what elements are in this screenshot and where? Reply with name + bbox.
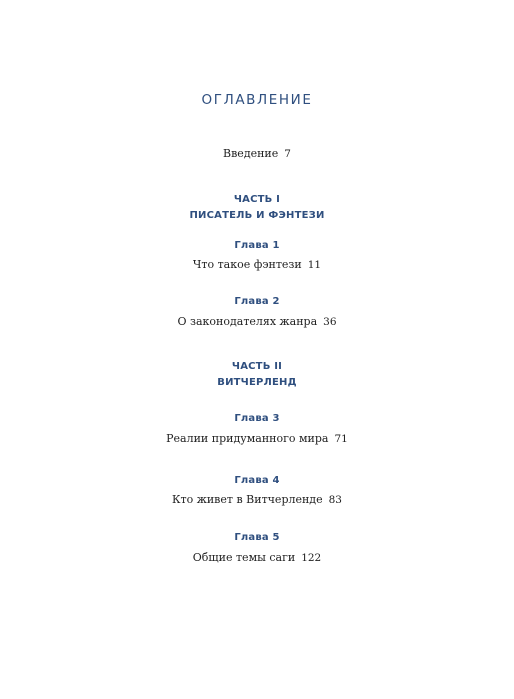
entry-title: Что такое фэнтези bbox=[192, 258, 302, 271]
entry-title: Реалии придуманного мира bbox=[166, 432, 329, 445]
toc-heading: ОГЛАВЛЕНИЕ bbox=[201, 92, 313, 108]
entry-title: Общие темы саги bbox=[192, 551, 296, 564]
chapter-2-label: Глава 2 bbox=[234, 296, 280, 307]
chapter-3-label: Глава 3 bbox=[234, 413, 280, 424]
entry-page-number: 83 bbox=[328, 494, 342, 506]
entry-page-number: 71 bbox=[334, 433, 348, 445]
entry-page-number: 11 bbox=[307, 259, 322, 271]
entry-page-number: 122 bbox=[301, 552, 322, 564]
entry-page-number: 7 bbox=[284, 148, 291, 160]
toc-entry-chapter-2 bbox=[0, 315, 514, 328]
toc-entry-chapter-3 bbox=[0, 432, 514, 445]
chapter-1-label: Глава 1 bbox=[234, 240, 280, 251]
toc-entry-chapter-1 bbox=[0, 258, 514, 271]
part-1-label: ЧАСТЬ I bbox=[233, 194, 281, 205]
part-1-title: ПИСАТЕЛЬ И ФЭНТЕЗИ bbox=[189, 210, 325, 221]
toc-entry-chapter-5 bbox=[0, 551, 514, 564]
entry-title: Кто живет в Витчерленде bbox=[172, 493, 323, 506]
part-2-title: ВИТЧЕРЛЕНД bbox=[217, 377, 297, 388]
toc-entry-introduction bbox=[0, 147, 514, 160]
entry-title: О законодателях жанра bbox=[177, 315, 318, 328]
entry-title: Введение bbox=[223, 147, 279, 160]
entry-page-number: 36 bbox=[323, 316, 337, 328]
chapter-5-label: Глава 5 bbox=[234, 532, 280, 543]
toc-entry-chapter-4 bbox=[0, 493, 514, 506]
chapter-4-label: Глава 4 bbox=[234, 475, 280, 486]
part-2-label: ЧАСТЬ II bbox=[231, 361, 283, 372]
